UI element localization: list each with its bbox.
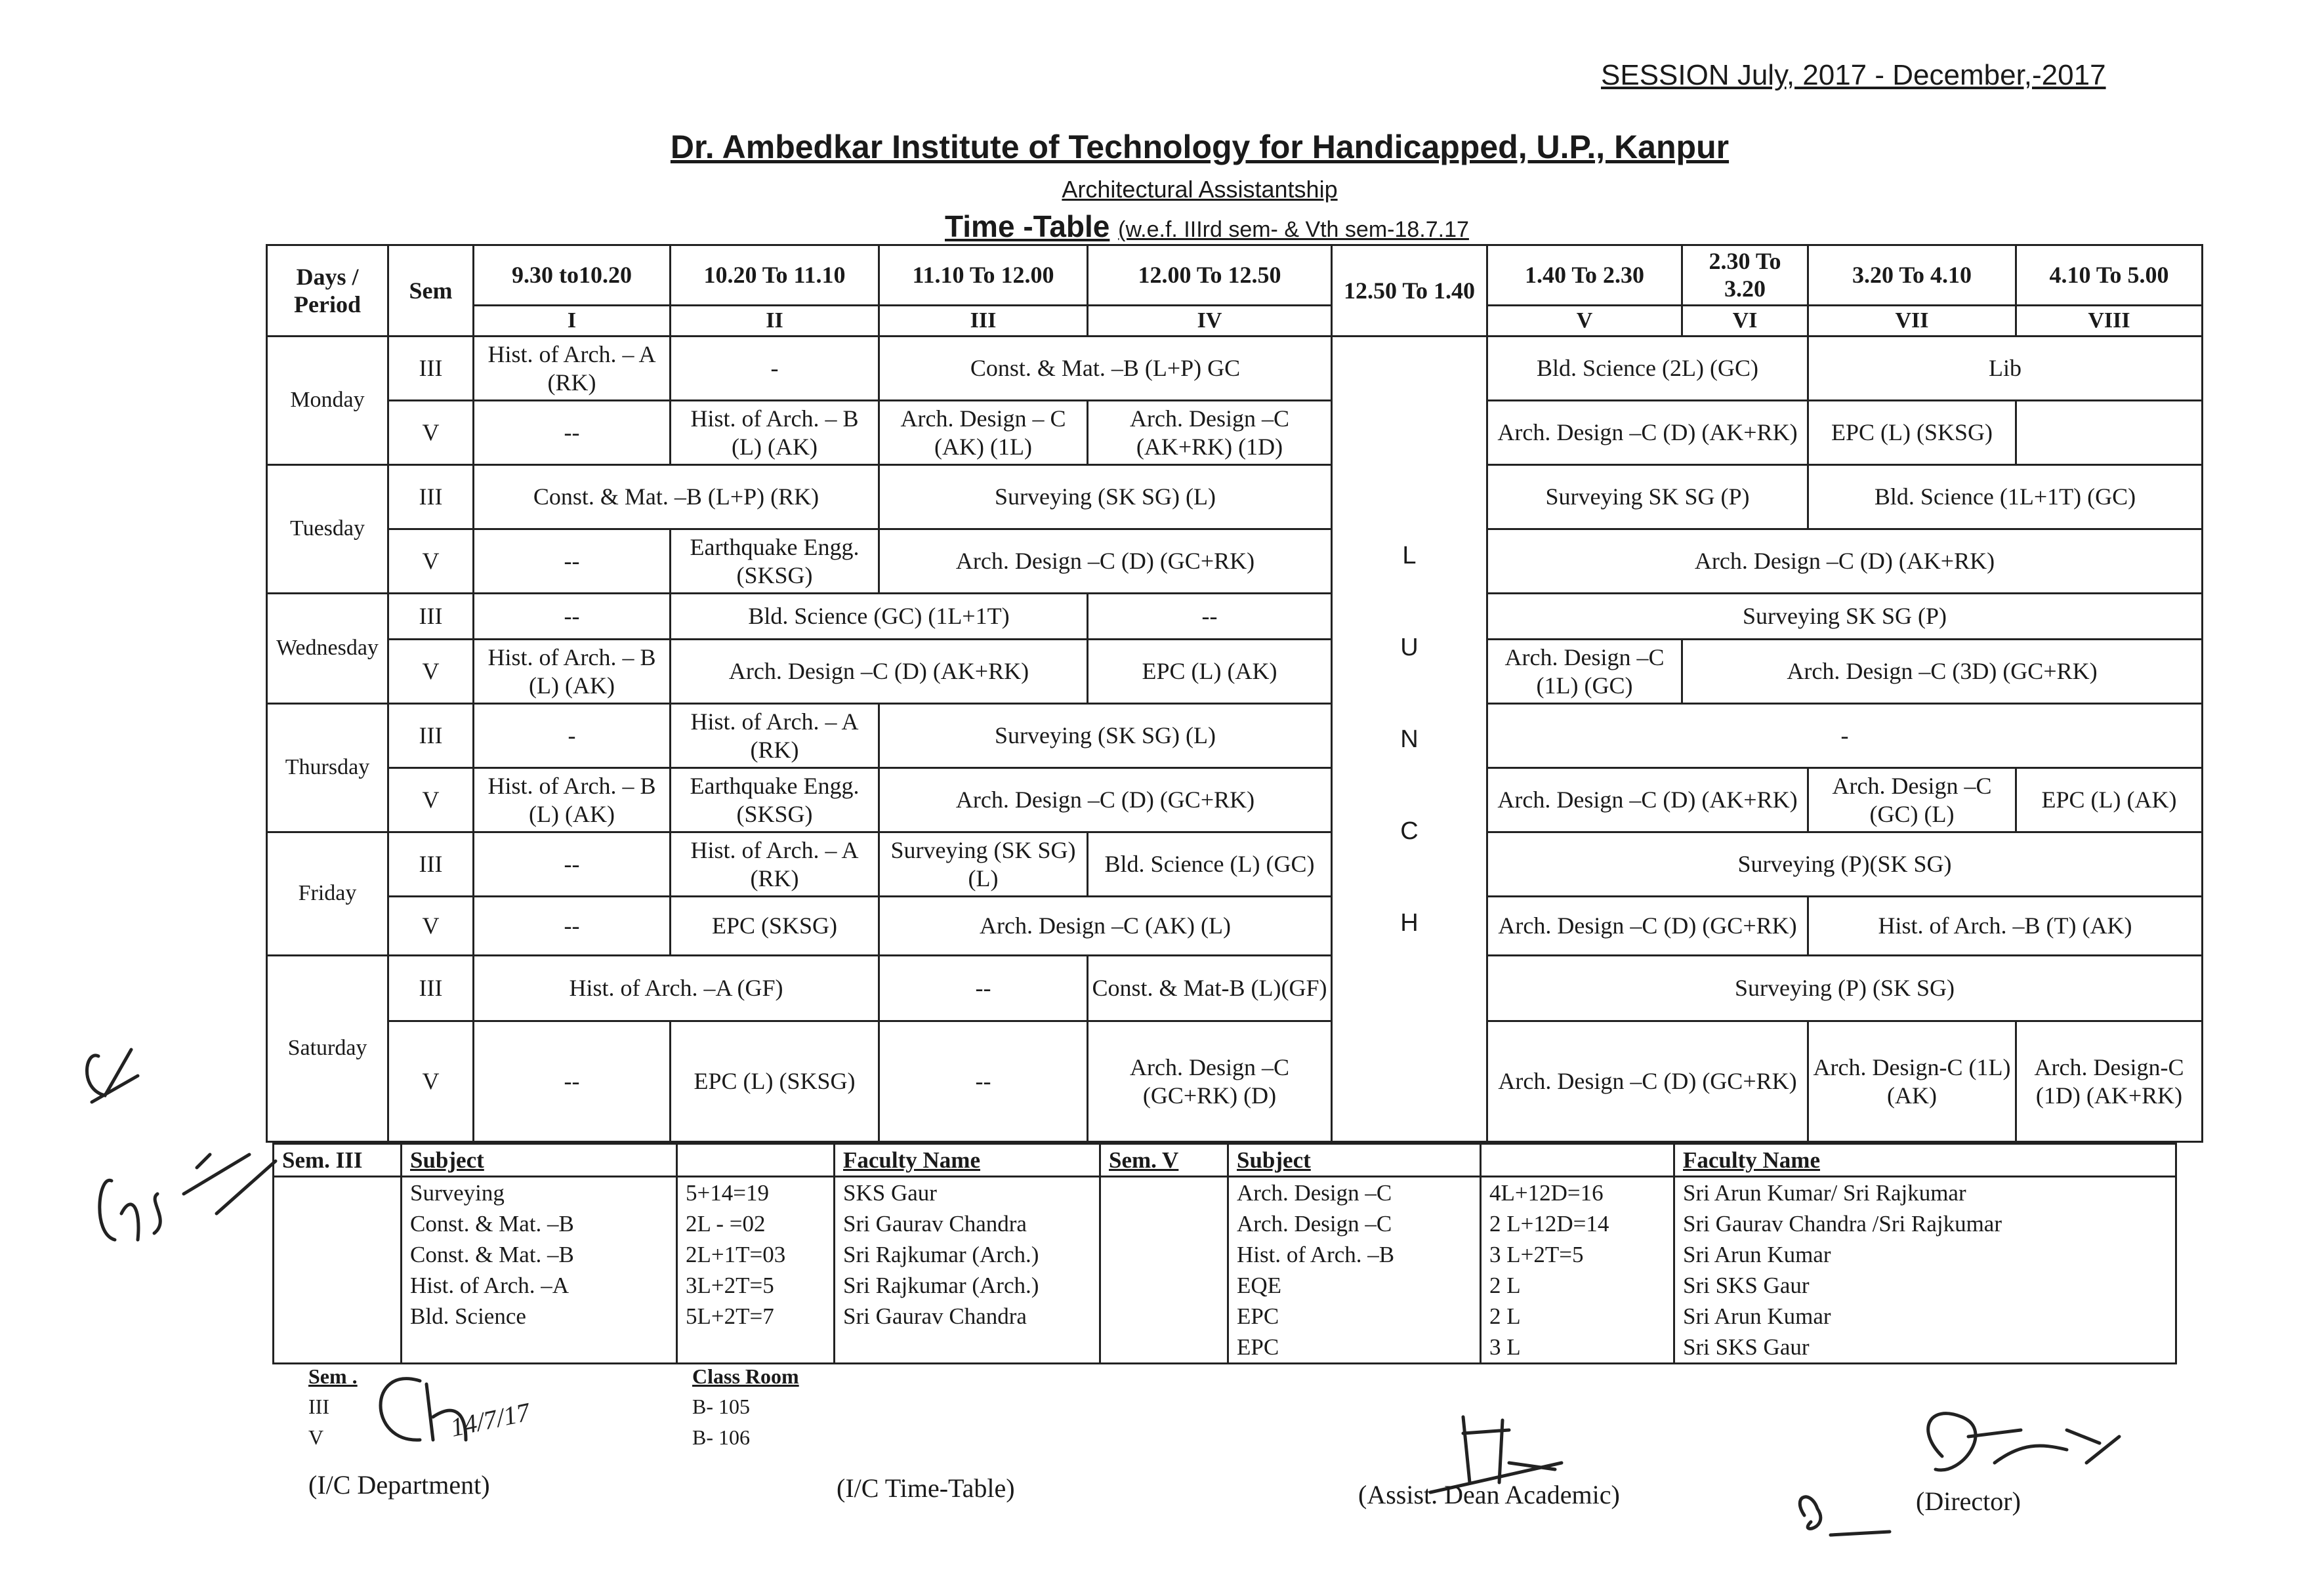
period-number: V (1487, 305, 1682, 336)
sem-cell: III (388, 465, 474, 529)
list-item: Sri SKS Gaur (1683, 1273, 1810, 1299)
period-number: I (474, 305, 671, 336)
class-cell: Arch. Design –C (3D) (GC+RK) (1682, 640, 2203, 704)
department-name: Architectural Assistantship (1062, 176, 1338, 203)
class-cell: -- (474, 832, 671, 897)
class-cell: Surveying (SK SG) (L) (879, 465, 1332, 529)
class-cell: Hist. of Arch. – B (L) (AK) (671, 401, 879, 465)
assist-dean-label: (Assist. Dean Academic) (1358, 1480, 1620, 1509)
sem-cell: V (388, 401, 474, 465)
faculty-header: Faculty Name (1674, 1144, 2176, 1177)
classroom-sem-label: Sem . (308, 1364, 358, 1388)
list-item: Const. & Mat. –B (410, 1242, 574, 1268)
signature-director (1800, 1414, 2119, 1535)
list-item: EQE (1237, 1273, 1282, 1299)
period-number: II (671, 305, 879, 336)
class-cell: Hist. of Arch. –B (T) (AK) (1808, 897, 2203, 956)
list-item: V (308, 1425, 324, 1449)
class-cell: EPC (L) (SKSG) (1808, 401, 2016, 465)
list-item: Const. & Mat. –B (410, 1211, 574, 1237)
class-cell: Lib (1808, 337, 2203, 401)
sem-cell: V (388, 640, 474, 704)
sem-cell: III (388, 832, 474, 897)
title-text: Time -Table (945, 209, 1110, 243)
class-cell: Arch. Design –C (1L) (GC) (1487, 640, 1682, 704)
time-slot: 12.00 To 12.50 (1088, 245, 1332, 306)
class-cell: Surveying SK SG (P) (1487, 594, 2203, 640)
list-item: Hist. of Arch. –B (1237, 1242, 1395, 1268)
class-cell: EPC (L) (AK) (2016, 768, 2203, 832)
lunch-letter: H (1400, 909, 1419, 937)
sem-cell: III (388, 337, 474, 401)
sem-cell: V (388, 529, 474, 594)
class-cell: - (671, 337, 879, 401)
class-cell: Arch. Design –C (D) (AK+RK) (1487, 529, 2203, 594)
sem-cell: V (388, 897, 474, 956)
class-cell: - (474, 704, 671, 768)
day-thursday: Thursday (267, 704, 388, 832)
list-item: 4L+12D=16 (1489, 1180, 1604, 1206)
class-cell: Hist. of Arch. – A (RK) (474, 337, 671, 401)
class-cell: Arch. Design –C (D) (AK+RK) (1487, 768, 1808, 832)
list-item: Sri Arun Kumar (1683, 1303, 1831, 1330)
ic-department-label: (I/C Department) (308, 1470, 490, 1500)
class-cell: Bld. Science (1L+1T) (GC) (1808, 465, 2203, 529)
sem3-label: Sem. III (274, 1144, 402, 1177)
list-item: 2 L (1489, 1303, 1521, 1330)
lunch-letter: U (1400, 633, 1419, 661)
class-cell: EPC (L) (SKSG) (671, 1021, 879, 1142)
class-cell: -- (1088, 594, 1332, 640)
class-cell: Surveying (SK SG) (L) (879, 704, 1332, 768)
list-item: III (308, 1395, 329, 1419)
signature-ic-department (87, 1050, 466, 1440)
time-slot: 11.10 To 12.00 (879, 245, 1088, 306)
time-slot: 4.10 To 5.00 (2016, 245, 2203, 306)
class-cell: -- (474, 529, 671, 594)
list-item: Sri Gaurav Chandra (843, 1211, 1027, 1237)
list-item: Sri Gaurav Chandra /Sri Rajkumar (1683, 1211, 2002, 1237)
class-cell: Arch. Design –C (D) (AK+RK) (671, 640, 1088, 704)
class-cell: EPC (L) (AK) (1088, 640, 1332, 704)
class-cell: Hist. of Arch. –A (GF) (474, 956, 879, 1021)
class-cell: Arch. Design-C (1L) (AK) (1808, 1021, 2016, 1142)
class-cell: Const. & Mat. –B (L+P) (RK) (474, 465, 879, 529)
class-cell: - (1487, 704, 2203, 768)
time-slot: 9.30 to10.20 (474, 245, 671, 306)
class-cell: Arch. Design –C (D) (AK+RK) (1487, 401, 1808, 465)
class-cell: Surveying SK SG (P) (1487, 465, 1808, 529)
class-cell: Arch. Design-C (1D) (AK+RK) (2016, 1021, 2203, 1142)
period-number: III (879, 305, 1088, 336)
sem5-label: Sem. V (1100, 1144, 1228, 1177)
class-cell: -- (879, 956, 1088, 1021)
sem-cell: III (388, 594, 474, 640)
day-saturday: Saturday (267, 956, 388, 1142)
lunch-letter: L (1402, 541, 1417, 569)
class-cell: -- (474, 897, 671, 956)
list-item: Sri Arun Kumar/ Sri Rajkumar (1683, 1180, 1966, 1206)
list-item: 3 L (1489, 1334, 1521, 1361)
list-item: Sri Rajkumar (Arch.) (843, 1273, 1039, 1299)
day-wednesday: Wednesday (267, 594, 388, 704)
class-cell: -- (474, 594, 671, 640)
period-number: VI (1682, 305, 1808, 336)
class-cell: Bld. Science (GC) (1L+1T) (671, 594, 1088, 640)
sem-cell: III (388, 704, 474, 768)
list-item: B- 106 (692, 1425, 750, 1449)
class-cell: Arch. Design –C (GC) (L) (1808, 768, 2016, 832)
list-item: 2L+1T=03 (686, 1242, 786, 1268)
day-monday: Monday (267, 337, 388, 465)
subject-header: Subject (402, 1144, 677, 1177)
class-cell: Hist. of Arch. – A (RK) (671, 832, 879, 897)
list-item: Sri SKS Gaur (1683, 1334, 1810, 1361)
day-friday: Friday (267, 832, 388, 956)
class-cell: Bld. Science (L) (GC) (1088, 832, 1332, 897)
list-item: 2 L (1489, 1273, 1521, 1299)
class-cell: Arch. Design –C (D) (GC+RK) (879, 768, 1332, 832)
class-cell: Surveying (SK SG) (L) (879, 832, 1088, 897)
class-cell: Arch. Design –C (GC+RK) (D) (1088, 1021, 1332, 1142)
list-item: Surveying (410, 1180, 505, 1206)
time-slot: 2.30 To 3.20 (1682, 245, 1808, 306)
class-cell: Bld. Science (2L) (GC) (1487, 337, 1808, 401)
class-cell: Arch. Design –C (D) (GC+RK) (1487, 1021, 1808, 1142)
list-item: 2L - =02 (686, 1211, 766, 1237)
class-cell: Hist. of Arch. – A (RK) (671, 704, 879, 768)
list-item: Sri Rajkumar (Arch.) (843, 1242, 1039, 1268)
time-slot: 12.50 To 1.40 (1332, 245, 1487, 337)
list-item: Sri Gaurav Chandra (843, 1303, 1027, 1330)
time-slot: 1.40 To 2.30 (1487, 245, 1682, 306)
class-cell: Surveying (P) (SK SG) (1487, 956, 2203, 1021)
session-label: SESSION July, 2017 - December,-2017 (1601, 59, 2106, 91)
sem-cell: III (388, 956, 474, 1021)
list-item: B- 105 (692, 1395, 750, 1419)
period-number: VII (1808, 305, 2016, 336)
days-period-header: Days / Period (267, 245, 388, 337)
class-cell: Earthquake Engg. (SKSG) (671, 529, 879, 594)
list-item: 5L+2T=7 (686, 1303, 774, 1330)
time-slot: 10.20 To 11.10 (671, 245, 879, 306)
list-item: 3L+2T=5 (686, 1273, 774, 1299)
list-item: 2 L+12D=14 (1489, 1211, 1609, 1237)
class-cell: Arch. Design – C (AK) (1L) (879, 401, 1088, 465)
class-cell: EPC (SKSG) (671, 897, 879, 956)
lunch-letter: N (1400, 725, 1419, 753)
sem-cell: V (388, 768, 474, 832)
class-cell: Arch. Design –C (D) (GC+RK) (1487, 897, 1808, 956)
class-cell: Arch. Design –C (D) (GC+RK) (879, 529, 1332, 594)
ic-timetable-label: (I/C Time-Table) (837, 1473, 1015, 1503)
wef-text: (w.e.f. IIIrd sem- & Vth sem-18.7.17 (1118, 217, 1469, 242)
time-slot: 3.20 To 4.10 (1808, 245, 2016, 306)
period-number: IV (1088, 305, 1332, 336)
list-item: Arch. Design –C (1237, 1180, 1392, 1206)
subject-header: Subject (1228, 1144, 1481, 1177)
list-item: Hist. of Arch. –A (410, 1273, 570, 1299)
class-cell: Hist. of Arch. – B (L) (AK) (474, 768, 671, 832)
day-tuesday: Tuesday (267, 465, 388, 594)
lunch-letter: C (1400, 817, 1419, 845)
director-label: (Director) (1916, 1486, 2021, 1516)
handwritten-date: 14/7/17 (447, 1397, 533, 1443)
list-item: Bld. Science (410, 1303, 526, 1330)
class-cell: Const. & Mat. –B (L+P) GC (879, 337, 1332, 401)
class-cell: -- (474, 401, 671, 465)
sem-cell: V (388, 1021, 474, 1142)
list-item: Arch. Design –C (1237, 1211, 1392, 1237)
faculty-header: Faculty Name (835, 1144, 1100, 1177)
sem-header: Sem (388, 245, 474, 337)
list-item: EPC (1237, 1303, 1279, 1330)
class-cell: Arch. Design –C (AK+RK) (1D) (1088, 401, 1332, 465)
class-cell: Earthquake Engg. (SKSG) (671, 768, 879, 832)
list-item: SKS Gaur (843, 1180, 937, 1206)
class-cell: -- (474, 1021, 671, 1142)
classroom-room-label: Class Room (692, 1364, 799, 1388)
class-cell: -- (879, 1021, 1088, 1142)
list-item: 5+14=19 (686, 1180, 769, 1206)
class-cell: Arch. Design –C (AK) (L) (879, 897, 1332, 956)
list-item: EPC (1237, 1334, 1279, 1361)
list-item: 3 L+2T=5 (1489, 1242, 1584, 1268)
period-number: VIII (2016, 305, 2203, 336)
class-cell: Hist. of Arch. – B (L) (AK) (474, 640, 671, 704)
institute-name: Dr. Ambedkar Institute of Technology for Handicapped, U.P., Kanpur (670, 129, 1730, 165)
class-cell: Const. & Mat-B (L)(GF) (1088, 956, 1332, 1021)
class-cell: Surveying (P)(SK SG) (1487, 832, 2203, 897)
list-item: Sri Arun Kumar (1683, 1242, 1831, 1268)
